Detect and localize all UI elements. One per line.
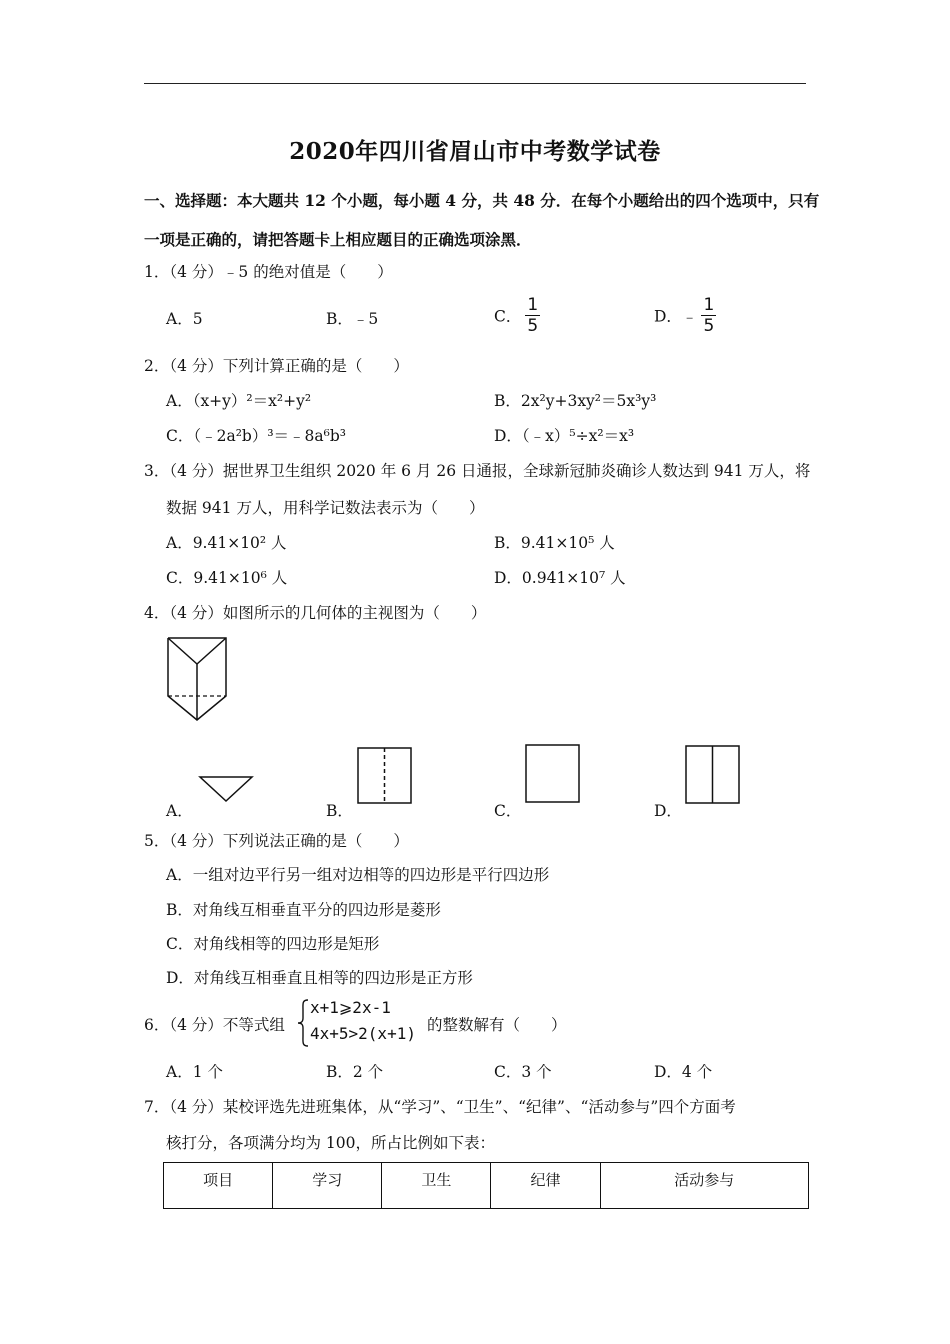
q6-stem-pre: 6．（4 分）不等式组 [144,1016,285,1034]
q1-c-denominator: 5 [527,316,539,336]
q5-option-b: B．对角线互相垂直平分的四边形是菱形 [166,901,441,919]
q3-option-a: A．9.41×10² 人 [166,534,287,552]
table-header-cell: 学习 [273,1163,382,1209]
q4-option-a-triangle-figure [198,775,254,803]
q2-stem: 2．（4 分）下列计算正确的是（ ） [144,357,409,375]
q4-stem: 4．（4 分）如图所示的几何体的主视图为（ ） [144,604,487,622]
q4-option-b: B． [326,802,353,820]
q4-option-a: A． [166,802,193,820]
q6-option-d: D．4 个 [654,1063,713,1081]
q7-stem-line1: 7．（4 分）某校评选先进班集体，从“学习”、“卫生”、“纪律”、“活动参与”四个方面考 [144,1098,736,1116]
q2-option-a: A．（x+y）²＝x²+y² [166,392,312,410]
q6-stem-post: 的整数解有（ ） [427,1016,567,1034]
q5-stem: 5．（4 分）下列说法正确的是（ ） [144,832,409,850]
q1-option-c [494,296,540,335]
q4-option-c: C． [494,802,522,820]
left-brace-icon [296,998,310,1048]
q6-option-b: B．2 个 [326,1063,384,1081]
q5-option-c: C．对角线相等的四边形是矩形 [166,935,380,953]
table-header-cell: 活动参与 [600,1163,808,1209]
table-header-cell: 卫生 [382,1163,491,1209]
q2-option-d: D．（﹣x）⁵÷x²＝x³ [494,427,635,445]
q6-inequality-1: x+1⩾2x-1 [310,998,391,1017]
q1-option-c-label: C． [494,307,522,326]
q3-option-d: D．0.941×10⁷ 人 [494,569,626,587]
prism-solid-figure [164,634,230,724]
q6-option-a: A．1 个 [166,1063,223,1081]
q4-option-c-square-figure [525,744,581,804]
q2-option-b: B．2x²y+3xy²＝5x³y³ [494,392,657,410]
q5-option-a: A．一组对边平行另一组对边相等的四边形是平行四边形 [166,866,550,884]
q3-stem-line2: 数据 941 万人，用科学记数法表示为（ ） [166,499,485,517]
q1-option-d-fraction [701,296,716,335]
q1-option-b: B．﹣5 [326,310,379,328]
header-rule [144,83,806,84]
q6-option-c: C．3 个 [494,1063,552,1081]
q1-option-a: A．5 [166,310,203,328]
q4-option-b-dashed-rect-figure [357,747,413,805]
q7-score-weight-table [163,1162,809,1209]
q3-option-c: C．9.41×10⁶ 人 [166,569,288,587]
table-row [164,1163,809,1209]
table-header-cell: 纪律 [491,1163,600,1209]
q5-option-d: D．对角线互相垂直且相等的四边形是正方形 [166,969,473,987]
q1-d-denominator: 5 [703,316,715,336]
q1-c-numerator: 1 [527,295,539,315]
q4-option-d: D． [654,802,682,820]
q6-inequality-system [296,998,426,1048]
q1-stem: 1．（4 分）﹣5 的绝对值是（ ） [144,263,393,281]
q1-d-numerator: 1 [703,295,715,315]
section1-instructions-line2: 一项是正确的，请把答题卡上相应题目的正确选项涂黑． [144,230,532,249]
q4-option-d-solid-rect-figure [685,745,741,805]
q1-option-c-fraction [525,296,540,335]
section1-instructions-line1: 一、选择题：本大题共 12 个小题，每小题 4 分，共 48 分．在每个小题给出的四个选项中，只有 [144,191,820,210]
q1-option-d-label: D．﹣ [654,307,698,326]
table-header-cell: 项目 [164,1163,273,1209]
q3-option-b: B．9.41×10⁵ 人 [494,534,615,552]
q6-inequality-2: 4x+5>2(x+1) [310,1024,416,1043]
q2-option-c: C．（﹣2a²b）³＝﹣8a⁶b³ [166,427,347,445]
q1-option-d [654,296,716,335]
exam-title: 2020年四川省眉山市中考数学试卷 [289,138,661,165]
q3-stem-line1: 3．（4 分）据世界卫生组织 2020 年 6 月 26 日通报，全球新冠肺炎确诊人数达到 941 万人，将 [144,462,811,480]
q7-stem-line2: 核打分，各项满分均为 100，所占比例如下表： [166,1134,496,1152]
